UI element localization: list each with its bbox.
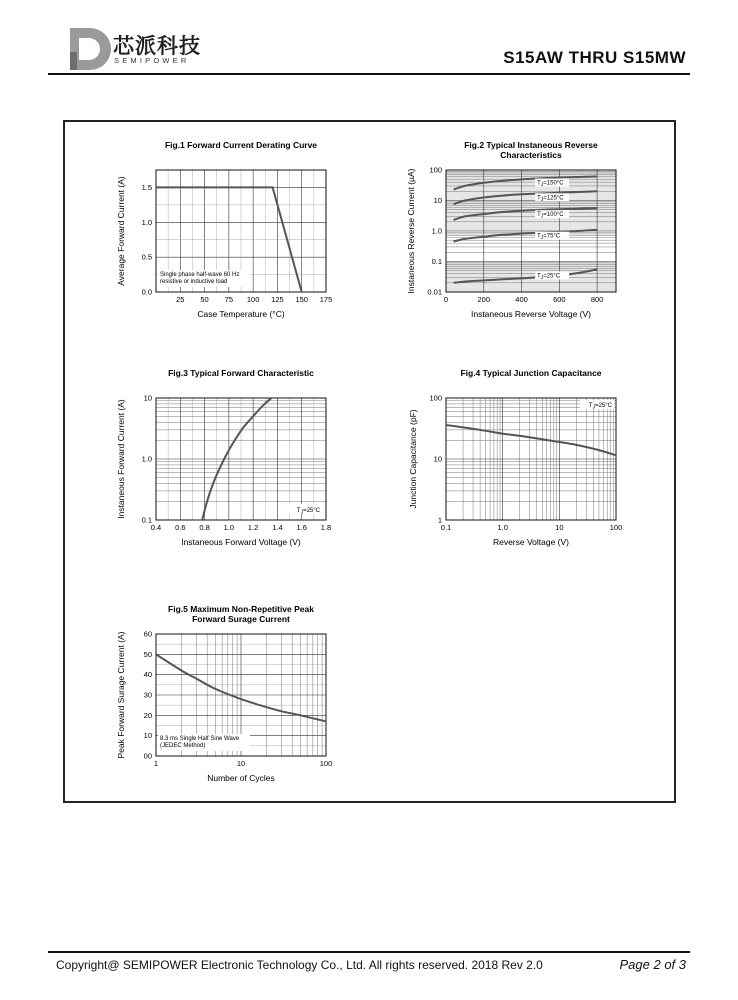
company-name-cn: 芯派科技 (113, 34, 201, 58)
y-tick-label: 0.1 (431, 257, 442, 266)
x-axis-label: Number of Cycles (207, 773, 275, 783)
fig1-derating-chart (100, 138, 350, 328)
chart-annotation: $T_J=25^\circ C$ (588, 403, 612, 411)
x-tick-label: 100 (246, 295, 260, 304)
x-tick-label: 175 (319, 295, 333, 304)
y-tick-label: 1 (437, 515, 442, 525)
chart-title: Forward Surage Current (192, 614, 290, 624)
fig2-reverse-chart (398, 138, 638, 328)
y-tick-label: 10 (433, 196, 442, 205)
y-tick-label: 100 (429, 393, 442, 403)
page-number: Page 2 of 3 (619, 957, 686, 972)
company-name-en: SEMIPOWER (114, 56, 190, 65)
y-tick-label: 40 (143, 670, 152, 680)
chart-title: Fig.2 Typical Instaneous Reverse (464, 140, 598, 150)
x-tick-label: 1.0 (497, 523, 508, 532)
x-tick-label: 1.6 (296, 523, 307, 532)
y-tick-label: 0.1 (141, 515, 152, 525)
x-tick-label: 10 (236, 759, 246, 768)
y-tick-label: 100 (429, 165, 442, 175)
y-tick-label: 60 (143, 629, 152, 639)
x-tick-label: 50 (200, 295, 209, 304)
chart-annotation: $T_J=25^\circ C$ (296, 508, 320, 516)
x-tick-label: 0 (443, 295, 449, 304)
x-tick-label: 800 (590, 295, 604, 304)
footer-rule (48, 951, 690, 953)
chart-title: Fig.3 Typical Forward Characteristic (168, 368, 314, 378)
x-tick-label: 150 (295, 295, 308, 304)
y-tick-label: 1.0 (141, 454, 152, 464)
series-label: $T_J=150^\circ C$ (537, 180, 564, 189)
y-tick-label: 20 (143, 710, 152, 720)
fig5-surge-chart (100, 602, 350, 792)
y-tick-label: 30 (143, 690, 152, 700)
y-axis-label: Instaneous Reverse Current (µA) (406, 168, 416, 294)
y-tick-label: 10 (433, 454, 442, 464)
x-tick-label: 600 (553, 295, 566, 304)
x-tick-label: 1.0 (223, 523, 235, 532)
y-tick-label: 10 (143, 731, 152, 741)
x-tick-label: 25 (176, 295, 185, 304)
x-tick-label: 1.4 (272, 523, 283, 532)
x-tick-label: 200 (477, 295, 491, 304)
x-axis-label: Reverse Voltage (V) (492, 537, 570, 547)
document-title: S15AW THRU S15MW (503, 48, 686, 67)
x-axis-label: Instaneous Reverse Voltage (V) (470, 309, 592, 319)
y-tick-label: 0.01 (427, 287, 442, 297)
y-axis-label: Peak Forward Surage Current (A) (116, 631, 126, 759)
series-label: $T_J=100^\circ C$ (537, 212, 564, 220)
x-tick-label: 100 (609, 523, 623, 532)
y-tick-label: 50 (143, 649, 152, 659)
series-label: $T_J=75^\circ C$ (537, 233, 561, 242)
header-rule (48, 73, 690, 75)
x-tick-label: 125 (271, 295, 284, 304)
y-tick-label: 10 (143, 393, 152, 403)
series-label: $T_J=25^\circ C$ (537, 273, 561, 281)
chart-annotation: resistive or inductive load (160, 279, 228, 285)
x-tick-label: 100 (319, 759, 333, 768)
chart-annotation: 8.3 ms Single Half Sine Wave (160, 736, 240, 742)
chart-title: Fig.4 Typical Junction Capacitance (460, 368, 602, 378)
y-axis-label: Junction Capacitance (pF) (408, 409, 418, 509)
fig3-forward-chart (100, 366, 350, 556)
x-tick-label: 1.2 (247, 523, 259, 532)
x-tick-label: 0.1 (440, 523, 452, 532)
x-tick-label: 75 (224, 295, 234, 304)
series-line (446, 425, 616, 455)
y-tick-label: 0.5 (141, 252, 152, 262)
x-axis-label: Case Temperature (°C) (197, 309, 285, 319)
y-axis-label: Average Forward Current (A) (116, 176, 126, 286)
x-tick-label: 0.6 (175, 523, 186, 532)
y-tick-label: 1.5 (141, 182, 152, 192)
x-tick-label: 1.8 (320, 523, 332, 532)
y-tick-label: 1.0 (431, 226, 442, 236)
series-label: $T_J=125^\circ C$ (537, 195, 564, 203)
x-axis-label: Instaneous Forward Voltage (V) (181, 537, 301, 547)
x-tick-label: 10 (555, 523, 564, 532)
x-tick-label: 0.8 (199, 523, 210, 532)
chart-title: Fig.5 Maximum Non-Repetitive Peak (168, 604, 314, 614)
copyright-text: Copyright@ SEMIPOWER Electronic Technology Co., Ltd. All rights reserved. 2018 Rev 2.0 (56, 958, 543, 972)
chart-annotation: Single phase half-wave 60 Hz (160, 272, 240, 278)
y-tick-label: 00 (143, 751, 152, 761)
chart-title: Fig.1 Forward Current Derating Curve (164, 140, 318, 150)
x-tick-label: 0.4 (150, 523, 162, 532)
chart-title: Characteristics (500, 150, 562, 160)
y-axis-label: Instaneous Forward Current (A) (116, 399, 126, 519)
chart-annotation: (JEDEC Method) (160, 743, 206, 749)
x-tick-label: 1 (153, 759, 159, 768)
x-tick-label: 400 (515, 295, 528, 304)
y-tick-label: 1.0 (141, 217, 152, 227)
fig4-capacitance-chart (398, 366, 638, 556)
y-tick-label: 0.0 (141, 287, 152, 297)
